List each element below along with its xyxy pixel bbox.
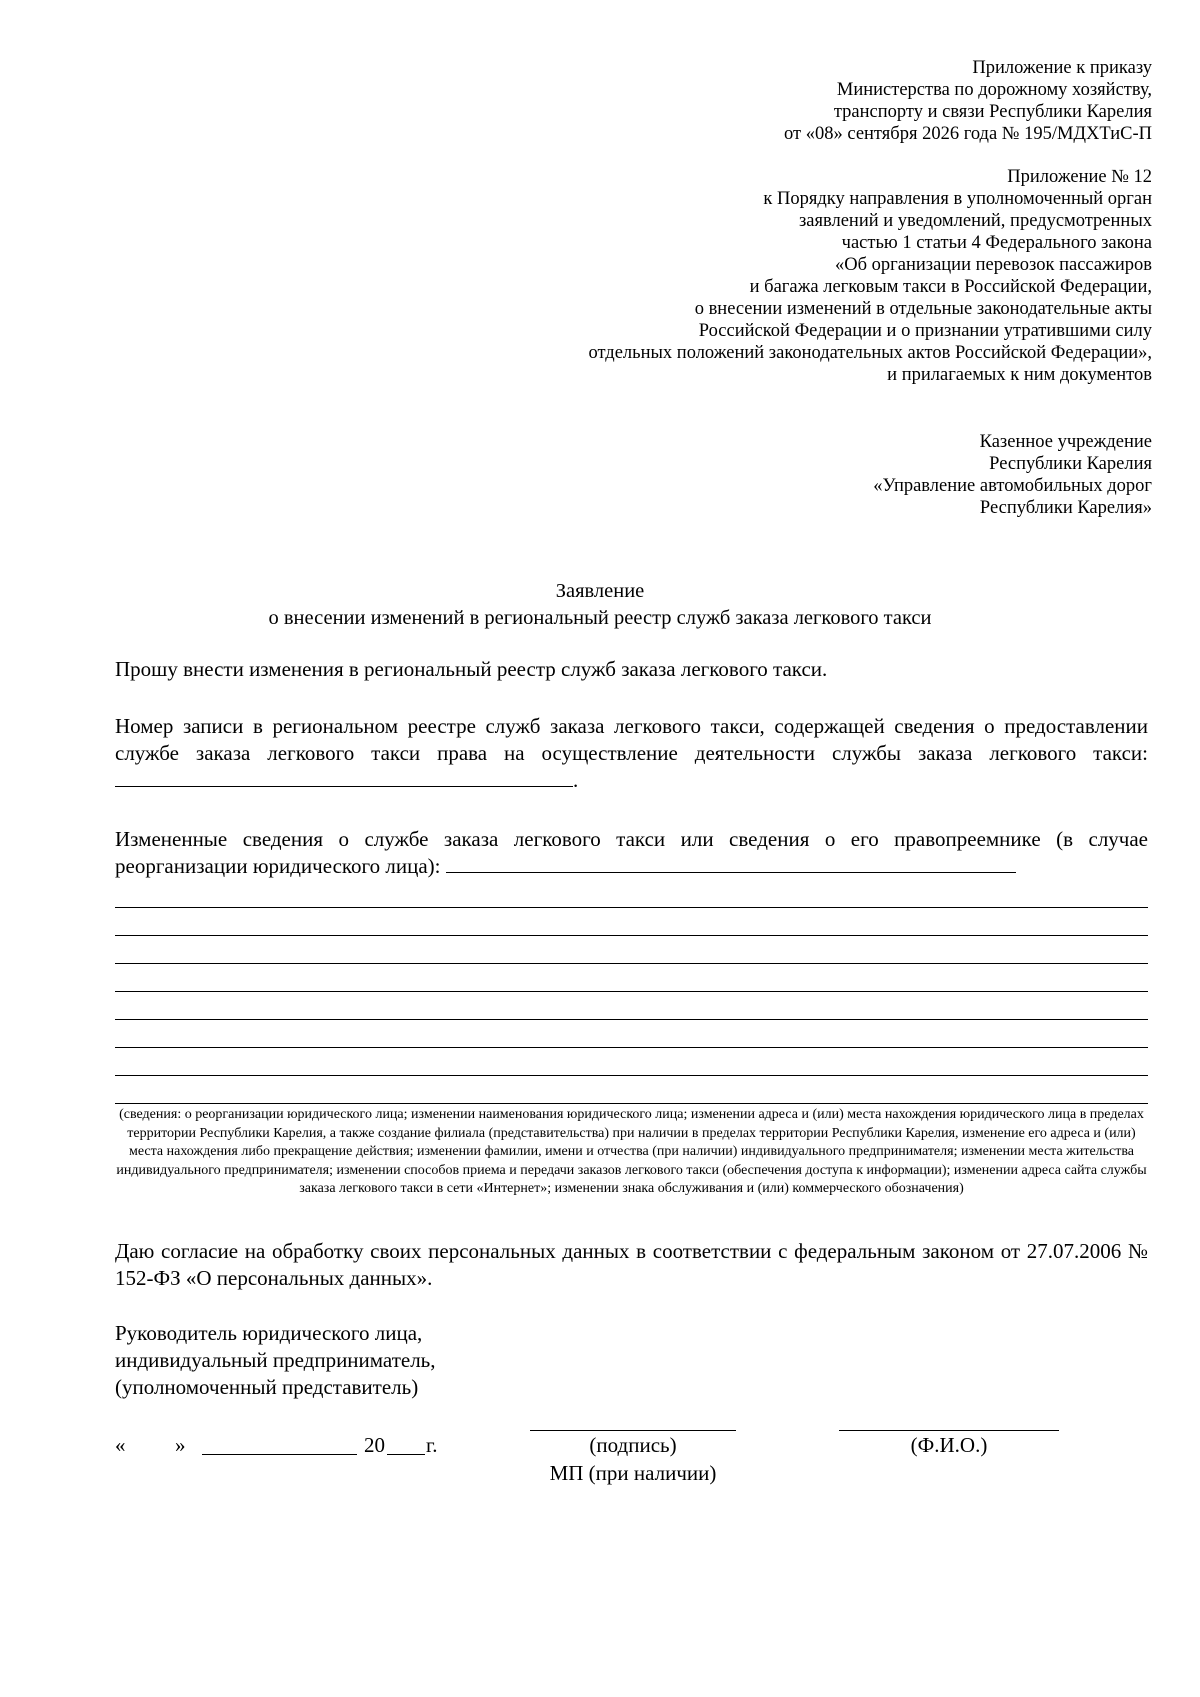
appendix-reference-line: частью 1 статьи 4 Федерального закона (841, 233, 1152, 253)
changes-line[interactable] (115, 907, 1148, 908)
signature-label: (подпись) (589, 1433, 677, 1457)
appendix-reference-line: к Порядку направления в уполномоченный орган (763, 189, 1152, 209)
record-number-end: . (573, 768, 579, 792)
appendix-reference-line: и багажа легковым такси в Российской Федерации, (749, 277, 1152, 297)
changes-line[interactable] (115, 935, 1148, 936)
changes-line[interactable] (115, 1103, 1148, 1104)
stamp-label: МП (при наличии) (549, 1461, 717, 1485)
title-subtitle: о внесении изменений в региональный реестр служб заказа легкового такси (268, 607, 932, 629)
document-title (0, 578, 1200, 632)
date-month-field[interactable] (202, 1454, 357, 1455)
changes-line[interactable] (115, 1019, 1148, 1020)
changes-line[interactable] (115, 963, 1148, 964)
addressee-line: Казенное учреждение (979, 432, 1152, 452)
changes-line[interactable] (115, 1047, 1148, 1048)
record-number-text: Номер записи в региональном реестре служб заказа легкового такси, содержащей сведения о предоставлении службе заказа легкового такси права на осуществление деятельности службы заказа легкового такси: (115, 714, 1148, 765)
appendix-reference-line: Российской Федерации и о признании утратившими силу (698, 321, 1152, 341)
signatory-line: индивидуальный предприниматель, (115, 1348, 436, 1372)
addressee-line: Республики Карелия» (979, 498, 1152, 518)
signatory-line: Руководитель юридического лица, (115, 1321, 423, 1345)
changes-line[interactable] (115, 1075, 1148, 1076)
record-number-field[interactable] (115, 768, 573, 787)
order-reference-line: Министерства по дорожному хозяйству, (836, 80, 1152, 100)
date-quote-open: « (115, 1433, 126, 1457)
order-reference-line: Приложение к приказу (972, 58, 1152, 78)
appendix-reference-line: и прилагаемых к ним документов (887, 365, 1152, 385)
order-reference (784, 57, 1152, 145)
signatory-line: (уполномоченный представитель) (115, 1375, 419, 1399)
changes-note: (сведения: о реорганизации юридического лица; изменении наименования юридического лица; изменении адреса и (или) места нахождения юридического лица в пределах территории Республики Карелия, а также создание филиала (представительства) при наличии в пределах территории Республики Карелия, изменение его адреса и (или) места нахождения либо прекращение действия; изменении фамилии, имени и отчества (при наличии) индивидуального предпринимателя; изменении места жительства индивидуального предпринимателя; изменении способов приема и передачи заказов легкового такси (обеспечения доступа к информации); изменении адреса сайта службы заказа легкового такси в сети «Интернет»; изменении знака обслуживания и (или) коммерческого обозначения) (116, 1107, 1147, 1197)
date-year-field[interactable] (387, 1454, 425, 1455)
request-paragraph: Прошу внести изменения в региональный реестр служб заказа легкового такси. (115, 657, 828, 681)
changes-line[interactable] (115, 991, 1148, 992)
addressee-line: «Управление автомобильных дорог (873, 476, 1152, 496)
changes-first-field[interactable] (446, 854, 1016, 873)
appendix-reference-line: Приложение № 12 (1007, 167, 1152, 187)
signature-field[interactable] (530, 1430, 736, 1431)
date-quote-close: » (175, 1433, 186, 1457)
date-day-field[interactable] (135, 1453, 171, 1454)
date-year-prefix: 20 (364, 1433, 385, 1457)
appendix-reference-line: о внесении изменений в отдельные законодательные акты (694, 299, 1152, 319)
appendix-reference-line: «Об организации перевозок пассажиров (835, 255, 1152, 275)
signatory (115, 1320, 436, 1401)
record-number-paragraph (115, 713, 1148, 794)
title-main: Заявление (555, 580, 645, 602)
changes-paragraph (115, 826, 1148, 880)
order-reference-line: транспорту и связи Республики Карелия (833, 102, 1152, 122)
appendix-reference (588, 166, 1152, 386)
fio-field[interactable] (839, 1430, 1059, 1431)
addressee-line: Республики Карелия (989, 454, 1152, 474)
fio-label: (Ф.И.О.) (910, 1433, 988, 1457)
appendix-reference-line: отдельных положений законодательных актов Российской Федерации», (588, 343, 1152, 363)
date-year-suffix: г. (426, 1433, 438, 1457)
changes-text: Измененные сведения о службе заказа легкового такси или сведения о его правопреемнике (в случае реорганизации юридического лица): (115, 827, 1148, 878)
addressee (873, 431, 1152, 519)
appendix-reference-line: заявлений и уведомлений, предусмотренных (798, 211, 1152, 231)
order-reference-line: от «08» сентября 2026 года № 195/МДХТиС-П (784, 124, 1152, 144)
consent-paragraph: Даю согласие на обработку своих персональных данных в соответствии с федеральным законом от 27.07.2006 № 152-ФЗ «О персональных данных». (115, 1239, 1148, 1290)
